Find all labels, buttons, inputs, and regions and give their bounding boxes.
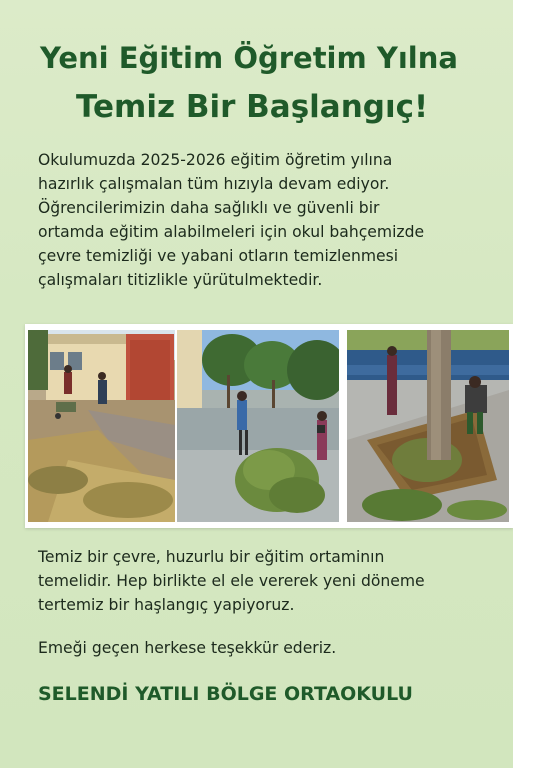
intro-line: çevre temizliği ve yabani otların temizlenmesi <box>38 247 399 265</box>
intro-line: çalışmaları titizlikle yürütulmektedir. <box>38 271 323 289</box>
intro-paragraph <box>38 148 478 292</box>
tree-bed-cleaning-photo <box>347 330 509 522</box>
closing-line: tertemiz bir haşlangıç yapiyoruz. <box>38 596 295 614</box>
weed-clearing-photo <box>177 330 339 522</box>
intro-line: Okulumuzda 2025-2026 eğitim öğretim yılına <box>38 151 393 169</box>
photo-collage <box>25 324 513 528</box>
headline-line-1: Yeni Eğitim Öğretim Yılna <box>40 41 458 75</box>
closing-line: temelidir. Hep birlikte el ele vererek yeni döneme <box>38 572 425 590</box>
photo-divider <box>341 324 346 528</box>
intro-line: ortamda eğitim alabilmeleri için okul bahçemizde <box>38 223 425 241</box>
thanks-line: Emeği geçen herkese teşekkür ederiz. <box>38 639 337 657</box>
schoolyard-cleaning-photo <box>28 330 175 522</box>
right-margin <box>513 0 539 768</box>
closing-line: Temiz bir çevre, huzurlu bir eğitim ortaminın <box>38 548 385 566</box>
intro-line: Öğrencilerimizin daha sağlıklı ve güvenli bir <box>38 199 380 217</box>
intro-line: hazırlık çalışmalan tüm hızıyla devam ediyor. <box>38 175 390 193</box>
headline-line-2: Temiz Bir Başlangıç! <box>76 89 429 125</box>
closing-paragraph <box>38 545 478 617</box>
school-signature: SELENDİ YATILI BÖLGE ORTAOKULU <box>38 683 413 705</box>
